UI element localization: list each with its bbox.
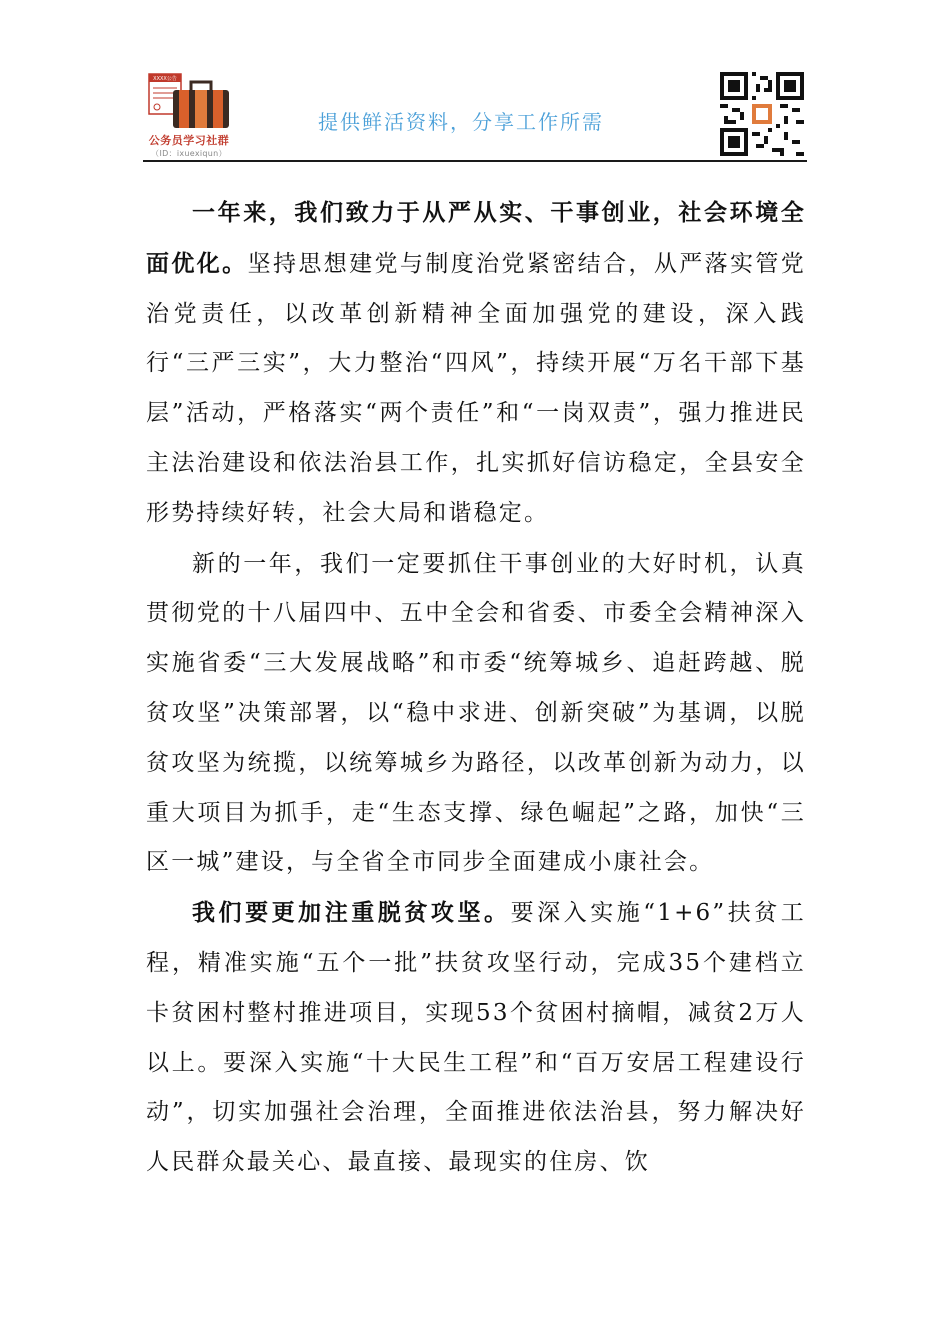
paragraph-1: [146, 188, 806, 539]
page-header: [0, 0, 950, 165]
paragraph-3-lead: 我们要更加注重脱贫攻坚。: [192, 899, 511, 927]
paragraph-1-lead: 一年来，我们致力于从严从实、干事创业，社会环境全面优化。: [146, 199, 806, 277]
paragraph-3: [146, 888, 806, 1188]
logo-badge: XXXX公告: [153, 76, 177, 82]
qr-code-icon: [720, 72, 804, 156]
document-body: [146, 188, 806, 1188]
header-divider: [143, 160, 807, 162]
community-logo: [143, 68, 235, 160]
paragraph-2: [146, 539, 806, 889]
paragraph-1-text: 坚持思想建党与制度治党紧密结合，从严落实管党治党责任，以改革创新精神全面加强党的建设，深入践行“三严三实”，大力整治“四风”，持续开展“万名干部下基层”活动，严格落实“两个责任”和“一岗双责”，强力推进民主法治建设和依法治县工作，扎实抓好信访稳定，全县安全形势持续好转，社会大局和谐稳定。: [146, 250, 806, 526]
community-name: 公务员学习社群: [148, 134, 230, 147]
paragraph-2-text: 新的一年，我们一定要抓住干事创业的大好时机，认真贯彻党的十八届四中、五中全会和省委、市委全会精神深入实施省委“三大发展战略”和市委“统筹城乡、追赶跨越、脱贫攻坚”决策部署，以“稳中求进、创新突破”为基调，以脱贫攻坚为统揽，以统筹城乡为路径，以改革创新为动力，以重大项目为抓手，走“生态支撑、绿色崛起”之路，加快“三区一城”建设，与全省全市同步全面建成小康社会。: [146, 550, 806, 876]
header-slogan: 提供鲜活资料，分享工作所需: [318, 110, 604, 134]
community-id: （ID：ixuexiqun）: [151, 149, 227, 158]
qr-code[interactable]: [720, 72, 804, 156]
paragraph-3-text: 要深入实施“1+6”扶贫工程，精准实施“五个一批”扶贫攻坚行动，完成35个建档立卡贫困村整村推进项目，实现53个贫困村摘帽，减贫2万人以上。要深入实施“十大民生工程”和“百万安居工程建设行动”，切实加强社会治理，全面推进依法治县，努力解决好人民群众最关心、最直接、最现实的住房、饮: [146, 900, 806, 1176]
